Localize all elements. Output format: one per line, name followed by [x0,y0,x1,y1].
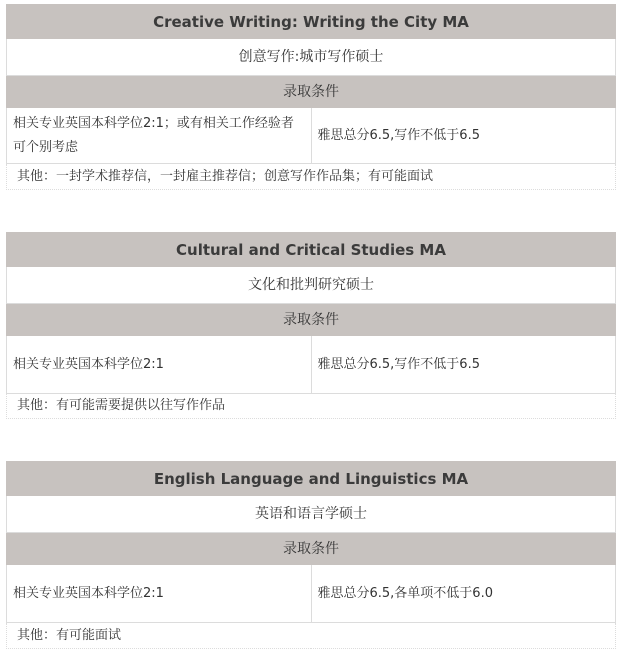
other-requirements: 其他：有可能面试 [7,623,616,649]
requirements-header: 录取条件 [7,304,616,336]
language-requirement: 雅思总分6.5,各单项不低于6.0 [311,565,616,623]
degree-requirement: 相关专业英国本科学位2:1；或有相关工作经验者可个别考虑 [7,108,312,164]
language-requirement: 雅思总分6.5,写作不低于6.5 [311,336,616,394]
program-chinese-title: 英语和语言学硕士 [7,496,616,533]
degree-requirement: 相关专业英国本科学位2:1 [7,336,312,394]
program-chinese-title: 文化和批判研究硕士 [7,267,616,304]
program-title: Creative Writing: Writing the City MA [7,5,616,39]
requirements-header: 录取条件 [7,76,616,108]
program-title: English Language and Linguistics MA [7,462,616,496]
other-requirements: 其他：有可能需要提供以往写作作品 [7,394,616,419]
language-requirement: 雅思总分6.5,写作不低于6.5 [311,108,616,164]
degree-requirement: 相关专业英国本科学位2:1 [7,565,312,623]
requirements-header: 录取条件 [7,533,616,565]
program-chinese-title: 创意写作:城市写作硕士 [7,39,616,76]
program-table-creative-writing [6,4,616,190]
program-title: Cultural and Critical Studies MA [7,233,616,267]
other-requirements: 其他：一封学术推荐信，一封雇主推荐信；创意写作作品集；有可能面试 [7,164,616,190]
program-table-english-linguistics [6,461,616,649]
program-table-cultural-critical-studies [6,232,616,419]
